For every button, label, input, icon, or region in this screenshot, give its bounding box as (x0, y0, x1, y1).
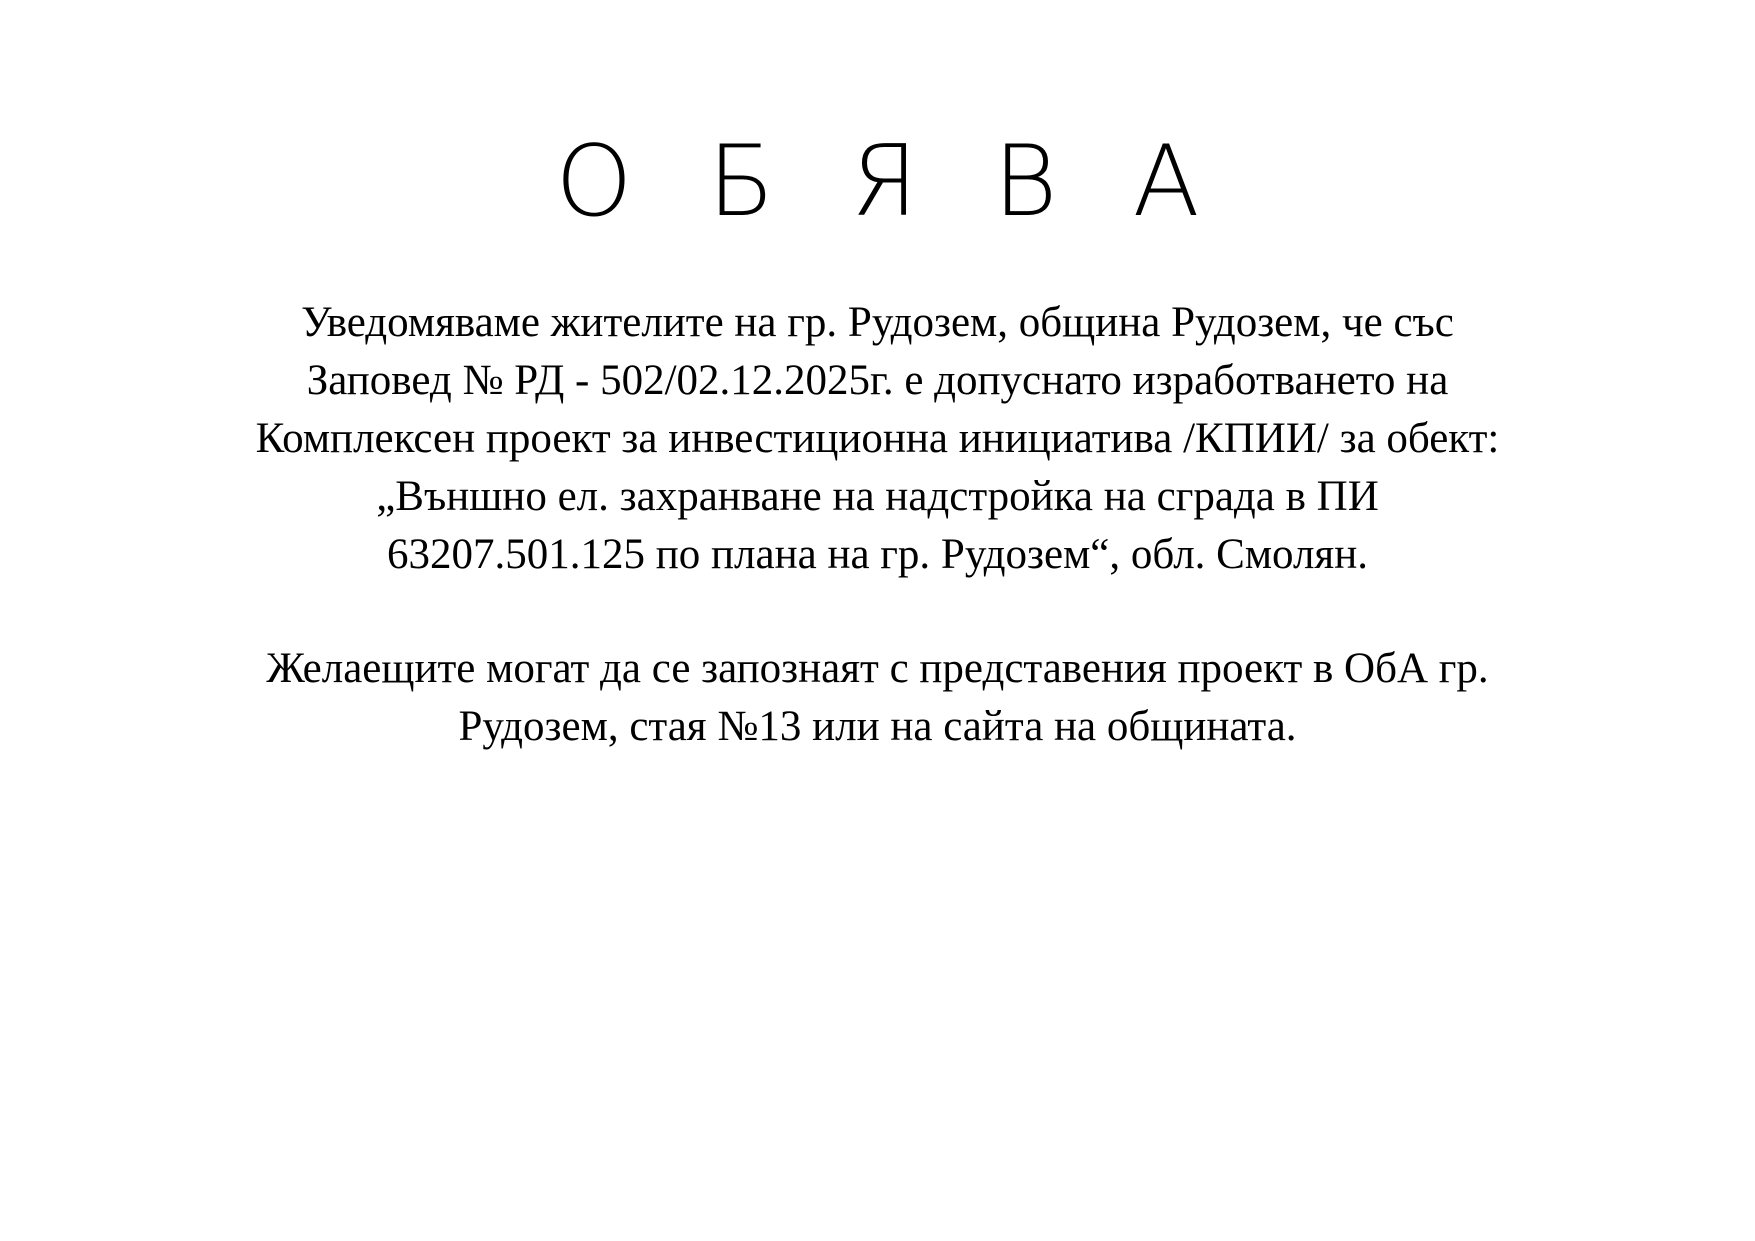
announcement-title: О Б Я В А (555, 125, 1222, 239)
notice-paragraph (100, 294, 1655, 584)
notice-line: Уведомяваме жителите на гр. Рудозем, община Рудозем, че със (301, 299, 1454, 346)
info-line: Рудозем, стая №13 или на сайта на общината. (458, 703, 1297, 750)
notice-line: Заповед № РД - 502/02.12.2025г. е допуснато изработването на (306, 357, 1449, 404)
notice-line: Комплексен проект за инвестиционна инициатива /КПИИ/ за обект: (255, 415, 1500, 462)
notice-line: „Външно ел. захранване на надстройка на сграда в ПИ (376, 473, 1379, 520)
info-paragraph (100, 640, 1655, 756)
info-line: Желаещите могат да се запознаят с представения проект в ОбА гр. (266, 645, 1489, 692)
notice-line: 63207.501.125 по плана на гр. Рудозем“, обл. Смолян. (387, 531, 1368, 578)
